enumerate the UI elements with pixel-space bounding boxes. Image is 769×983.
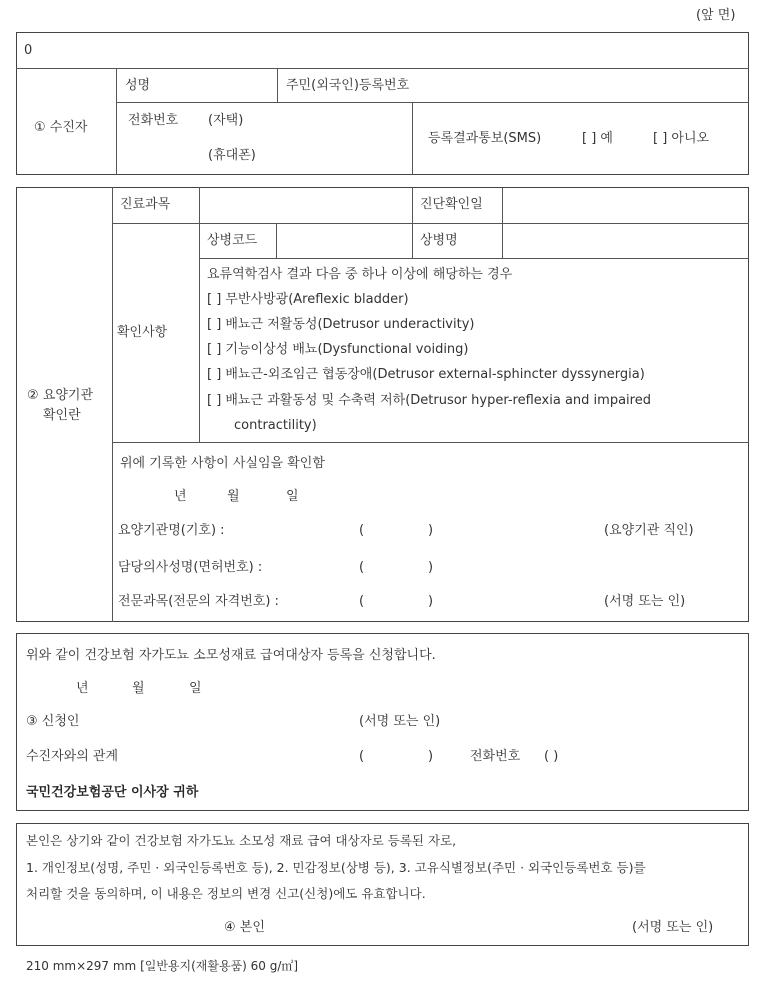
criteria-continuation: contractility) bbox=[234, 418, 317, 433]
divider bbox=[199, 258, 749, 259]
paren-close: ) bbox=[428, 523, 434, 538]
paren-close: ) bbox=[428, 749, 434, 764]
criteria-checkbox[interactable]: [ ] 배뇨근 과활동성 및 수축력 저하(Detrusor hyper-reflexia and impaired bbox=[207, 393, 651, 408]
specialty-label: 전문과목(전문의 자격번호) : bbox=[118, 594, 279, 609]
institution-section-label-2: 확인란 bbox=[43, 408, 81, 423]
specialist-number-field[interactable] bbox=[366, 590, 424, 612]
divider bbox=[112, 442, 749, 443]
diagnosis-date-field[interactable] bbox=[506, 191, 744, 219]
date-year-label: 년 bbox=[76, 681, 89, 696]
applicant-label: ③ 신청인 bbox=[26, 714, 80, 729]
facility-code-field[interactable] bbox=[366, 519, 424, 541]
paren-close: ) bbox=[428, 594, 434, 609]
divider bbox=[276, 223, 277, 258]
divider bbox=[199, 187, 200, 442]
criteria-checkbox[interactable]: [ ] 무반사방광(Areflexic bladder) bbox=[207, 292, 409, 307]
phone-label: 전화번호 bbox=[128, 113, 179, 128]
date-year-label: 년 bbox=[174, 489, 187, 504]
date-month-label: 월 bbox=[132, 681, 145, 696]
license-number-field[interactable] bbox=[366, 556, 424, 578]
institution-section-label: ② 요양기관 bbox=[27, 388, 94, 403]
doctor-name-label: 담당의사성명(면허번호) : bbox=[118, 560, 263, 575]
home-phone-label: (자택) bbox=[208, 113, 244, 128]
criteria-checkbox[interactable]: [ ] 배뇨근-외조임근 협동장애(Detrusor external-sphincter dyssynergia) bbox=[207, 367, 645, 382]
diagnosis-date-label: 진단확인일 bbox=[420, 197, 483, 212]
divider bbox=[502, 187, 503, 258]
divider bbox=[412, 102, 413, 175]
department-label: 진료과목 bbox=[120, 197, 171, 212]
facility-seal-label: (요양기관 직인) bbox=[604, 523, 694, 538]
name-field[interactable] bbox=[170, 72, 270, 98]
self-signature-label[interactable]: (서명 또는 인) bbox=[632, 920, 714, 935]
divider bbox=[116, 68, 117, 175]
home-phone-field[interactable] bbox=[260, 108, 405, 132]
consent-line-1: 본인은 상기와 같이 건강보험 자가도뇨 소모성 재료 급여 대상자로 등록된 자로, bbox=[26, 833, 457, 848]
applicant-signature-label[interactable]: (서명 또는 인) bbox=[359, 714, 441, 729]
divider bbox=[412, 187, 413, 258]
divider bbox=[277, 68, 278, 102]
relation-field[interactable] bbox=[366, 745, 424, 767]
check-items-label: 확인사항 bbox=[117, 325, 168, 340]
confirm-text: 위에 기록한 사항이 사실임을 확인함 bbox=[120, 456, 325, 471]
sms-label: 등록결과통보(SMS) bbox=[428, 131, 542, 146]
self-label: ④ 본인 bbox=[224, 920, 265, 935]
date-month-label: 월 bbox=[227, 489, 240, 504]
page-side-label: (앞 면) bbox=[696, 8, 736, 23]
paren-open: ( bbox=[359, 523, 365, 538]
disease-name-field[interactable] bbox=[506, 227, 744, 255]
id-number-label: 주민(외국인)등록번호 bbox=[286, 78, 410, 93]
relation-label: 수진자와의 관계 bbox=[26, 749, 119, 764]
criteria-checkbox[interactable]: [ ] 배뇨근 저활동성(Detrusor underactivity) bbox=[207, 317, 475, 332]
facility-name-label: 요양기관명(기호) : bbox=[118, 523, 225, 538]
mobile-phone-field[interactable] bbox=[270, 142, 405, 168]
addressee: 국민건강보험공단 이사장 귀하 bbox=[26, 785, 199, 800]
applicant-phone-field[interactable]: ( ) bbox=[544, 749, 559, 764]
criteria-intro: 요류역학검사 결과 다음 중 하나 이상에 해당하는 경우 bbox=[207, 267, 513, 282]
id-number-field[interactable] bbox=[430, 72, 740, 98]
criteria-checkbox[interactable]: [ ] 기능이상성 배뇨(Dysfunctional voiding) bbox=[207, 342, 469, 357]
recipient-section-label: ① 수진자 bbox=[34, 120, 88, 135]
divider bbox=[16, 68, 749, 69]
doctor-signature-label[interactable]: (서명 또는 인) bbox=[604, 594, 686, 609]
name-label: 성명 bbox=[125, 78, 151, 93]
divider bbox=[116, 102, 749, 103]
paren-open: ( bbox=[359, 560, 365, 575]
application-statement: 위와 같이 건강보험 자가도뇨 소모성재료 급여대상자 등록을 신청합니다. bbox=[26, 648, 436, 663]
applicant-phone-label: 전화번호 bbox=[470, 749, 521, 764]
paren-open: ( bbox=[359, 749, 365, 764]
sms-no-checkbox[interactable]: [ ] 아니오 bbox=[653, 131, 710, 146]
mobile-phone-label: (휴대폰) bbox=[208, 148, 256, 163]
paren-open: ( bbox=[359, 594, 365, 609]
sms-yes-checkbox[interactable]: [ ] 예 bbox=[582, 131, 613, 146]
disease-code-field[interactable] bbox=[280, 227, 408, 255]
disease-code-label: 상병코드 bbox=[207, 233, 258, 248]
divider bbox=[112, 223, 749, 224]
consent-line-2: 1. 개인정보(성명, 주민 · 외국인등록번호 등), 2. 민감정보(상병 등), 3. 고유식별정보(주민 · 외국인등록번호 등)를 bbox=[26, 860, 646, 875]
divider bbox=[112, 187, 113, 622]
disease-name-label: 상병명 bbox=[420, 233, 458, 248]
department-field[interactable] bbox=[203, 191, 408, 219]
consent-line-3: 처리할 것을 동의하며, 이 내용은 정보의 변경 신고(신청)에도 유효합니다. bbox=[26, 886, 426, 901]
paper-spec: 210 mm×297 mm [일반용지(재활용품) 60 g/㎡] bbox=[26, 959, 299, 973]
date-day-label: 일 bbox=[189, 681, 202, 696]
top-value-field[interactable]: 0 bbox=[24, 43, 33, 58]
paren-close: ) bbox=[428, 560, 434, 575]
date-day-label: 일 bbox=[286, 489, 299, 504]
